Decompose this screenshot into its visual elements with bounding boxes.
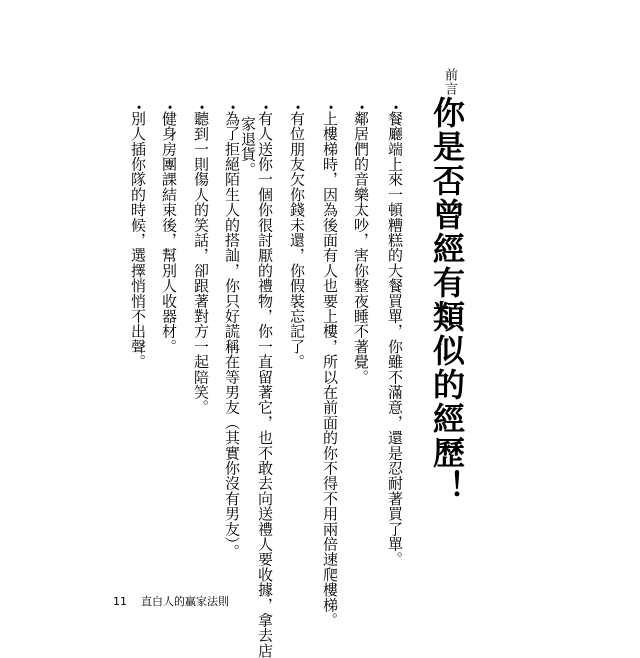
bullet-item [193,104,208,415]
bullet-item [289,104,304,369]
bullet-text: 餐廳端上來一頓糟糕的大餐買單，你雖不滿意，還是忍耐著買了單。 [386,110,404,567]
bullet-marker: • [132,104,145,111]
book-title: 直白人的贏家法則 [141,595,229,608]
bullet-marker: • [291,104,304,111]
bullet-text: 家退貨。 [239,116,257,177]
bullet-text: 健身房團課結束後，幫別人收器材。 [160,110,178,354]
bullet-item [322,104,337,628]
bullet-text: 別人插你隊的時候，選擇悄悄不出聲。 [129,110,147,370]
bullet-marker: • [259,104,272,111]
bullet-item [224,104,239,559]
bullet-text: 聽到一則傷人的笑話，卻跟著對方一起陪笑。 [192,110,210,415]
bullet-marker: • [389,104,402,111]
bullet-item [387,104,402,567]
bullet-text: 鄰居們的音樂太吵，害你整夜睡不著覺。 [352,110,370,385]
bullet-item [257,104,272,658]
bullet-item [130,104,145,369]
section-label: 前言 [442,68,457,96]
bullet-item [161,104,176,354]
bullet-text: 有位朋友欠你錢未還，你假裝忘記了。 [288,110,306,370]
bullet-marker: • [163,104,176,111]
bullet-text: 有人送你一個你很討厭的禮物，你一直留著它，也不敢去向送禮人要收據，拿去店 [256,110,274,658]
bullet-marker: • [226,104,239,111]
bullet-text: 上樓梯時，因為後面有人也要上樓，所以在前面的你不得不用兩倍速爬樓梯。 [321,110,339,628]
bullet-continuation [240,116,255,177]
bullet-marker: • [195,104,208,111]
bullet-text: 為了拒絕陌生人的搭訕，你只好謊稱在等男友（其實你沒有男友）。 [223,110,241,560]
page-footer [113,593,229,609]
bullet-marker: • [324,104,337,111]
page-title: 你是否曾經有類似的經歷！ [428,96,466,504]
bullet-item [353,104,368,384]
bullet-marker: • [355,104,368,111]
page-number: 11 [113,595,127,608]
